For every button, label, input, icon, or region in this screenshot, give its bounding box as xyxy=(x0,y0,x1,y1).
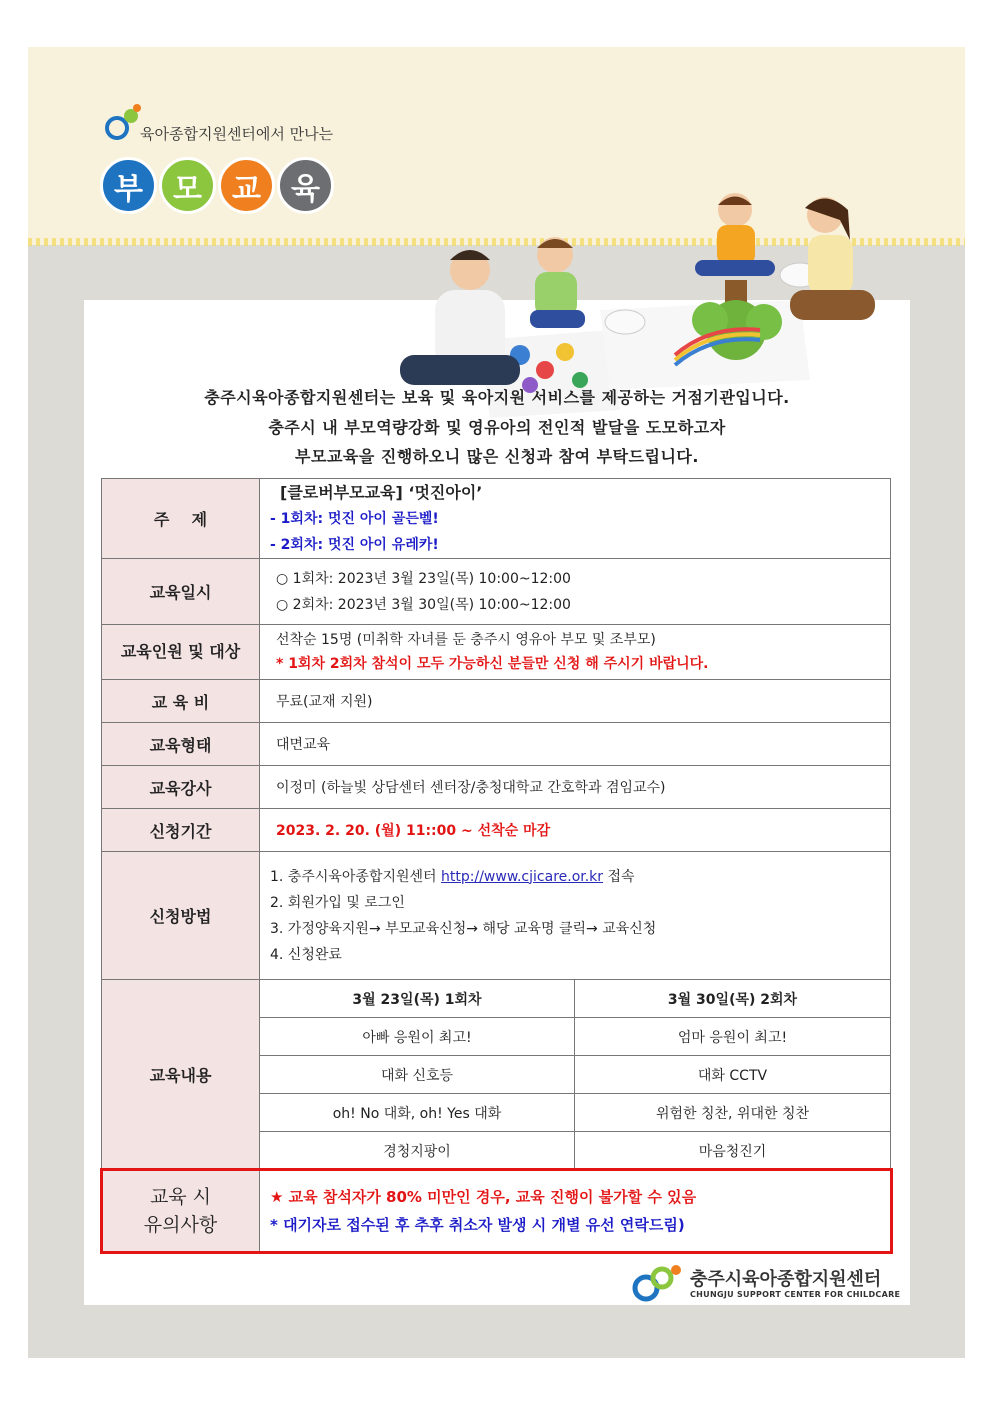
target-line-2: * 1회차 2회차 참석이 모두 가능하신 분들만 신청 해 주시기 바랍니다. xyxy=(276,656,709,672)
notice-label-line-1: 교육 시 xyxy=(149,1185,212,1208)
topic-item-1: - 1회차: 멋진 아이 골든벨! xyxy=(270,510,439,527)
notice-line-2: * 대기자로 접수된 후 추후 취소자 발생 시 개별 유선 연락드림) xyxy=(270,1215,685,1234)
target-label: 교육인원 및 대상 xyxy=(102,625,260,680)
title-char-1: 부 xyxy=(100,157,157,214)
method-step-1-text: 1. 충주시육아종합지원센터 xyxy=(270,868,437,885)
content-cell: oh! No 대화, oh! Yes 대화 xyxy=(260,1094,575,1132)
instructor-label: 교육강사 xyxy=(102,766,260,809)
footer-center-name: 충주시육아종합지원센터 xyxy=(690,1269,882,1290)
title-char-2: 모 xyxy=(159,157,216,214)
period-value: 2023. 2. 20. (월) 11::00 ~ 선착순 마감 xyxy=(260,809,891,852)
content-cell: 엄마 응원이 최고! xyxy=(575,1018,891,1056)
notice-label-line-2: 유의사항 xyxy=(143,1213,218,1236)
intro-line-1: 충주시육아종합지원센터는 보육 및 육아지원 서비스를 제공하는 거점기관입니다. xyxy=(204,388,790,407)
footer-center-name-en: CHUNGJU SUPPORT CENTER FOR CHILDCARE xyxy=(690,1290,901,1299)
notice-label xyxy=(102,1170,260,1252)
content-cell: 경청지팡이 xyxy=(260,1132,575,1170)
method-step-1-suffix: 접속 xyxy=(607,868,635,885)
schedule-item-2: ○ 2회차: 2023년 3월 30일(목) 10:00~12:00 xyxy=(276,596,571,613)
content-col2-header: 3월 30일(목) 2회차 xyxy=(575,980,891,1018)
method-step-1 xyxy=(270,864,878,890)
format-label: 교육형태 xyxy=(102,723,260,766)
page-title xyxy=(100,157,334,214)
notice-line-1: ★ 교육 참석자가 80% 미만인 경우, 교육 진행이 불가할 수 있음 xyxy=(270,1187,697,1206)
intro-line-2: 충주시 내 부모역량강화 및 영유아의 전인적 발달을 도모하고자 xyxy=(268,417,726,437)
format-row xyxy=(102,723,891,766)
center-logo-icon xyxy=(103,102,143,142)
content-header-row xyxy=(102,980,891,1018)
topic-item-2: - 2회차: 멋진 아이 유레카! xyxy=(270,536,439,553)
content-col1-header: 3월 23일(목) 1회차 xyxy=(260,980,575,1018)
intro-line-3: 부모교육을 진행하오니 많은 신청과 참여 부탁드립니다. xyxy=(295,447,699,466)
footer-logo-icon xyxy=(628,1262,686,1302)
instructor-row xyxy=(102,766,891,809)
content-cell: 위험한 칭찬, 위대한 칭찬 xyxy=(575,1094,891,1132)
content-cell: 마음청진기 xyxy=(575,1132,891,1170)
header-subtitle: 육아종합지원센터에서 만나는 xyxy=(140,125,334,143)
topic-row xyxy=(102,479,891,559)
website-link[interactable]: http://www.cjicare.or.kr xyxy=(441,868,604,885)
fee-row xyxy=(102,680,891,723)
instructor-value: 이정미 (하늘빛 상담센터 센터장/충청대학교 간호학과 겸임교수) xyxy=(260,766,891,809)
intro-text xyxy=(84,383,910,472)
content-cell: 대화 CCTV xyxy=(575,1056,891,1094)
format-value: 대면교육 xyxy=(260,723,891,766)
title-char-4: 육 xyxy=(277,157,334,214)
method-step-3: 3. 가정양육지원→ 부모교육신청→ 해당 교육명 클릭→ 교육신청 xyxy=(270,920,657,937)
target-line-1: 선착순 15명 (미취학 자녀를 둔 충주시 영유아 부모 및 조부모) xyxy=(276,632,656,648)
fee-label: 교 육 비 xyxy=(102,680,260,723)
content-cell: 대화 신호등 xyxy=(260,1056,575,1094)
content-cell: 아빠 응원이 최고! xyxy=(260,1018,575,1056)
topic-title: [클로버부모교육] ‘멋진아이’ xyxy=(280,482,483,502)
method-label: 신청방법 xyxy=(102,852,260,980)
period-row xyxy=(102,809,891,852)
program-info-table xyxy=(101,478,891,1252)
method-step-4: 4. 신청완료 xyxy=(270,946,342,963)
schedule-item-1: ○ 1회차: 2023년 3월 23일(목) 10:00~12:00 xyxy=(276,570,571,587)
schedule-row xyxy=(102,559,891,625)
method-row xyxy=(102,852,891,980)
content-label: 교육내용 xyxy=(102,980,260,1170)
method-step-2: 2. 회원가입 및 로그인 xyxy=(270,894,405,911)
target-row xyxy=(102,625,891,680)
title-char-3: 교 xyxy=(218,157,275,214)
schedule-label: 교육일시 xyxy=(102,559,260,625)
topic-label: 주 제 xyxy=(102,479,260,559)
period-label: 신청기간 xyxy=(102,809,260,852)
fee-value: 무료(교재 지원) xyxy=(260,680,891,723)
notice-row xyxy=(102,1170,891,1252)
